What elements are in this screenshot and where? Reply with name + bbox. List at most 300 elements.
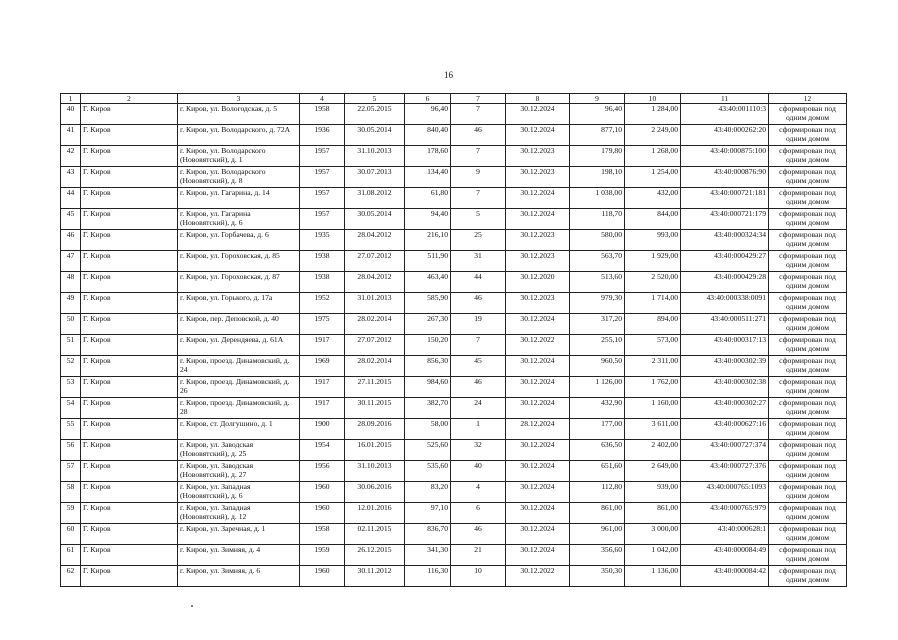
deadline-cell: 30.12.2024 — [506, 482, 570, 503]
deadline-cell: 30.12.2024 — [506, 125, 570, 146]
row-number-cell: 55 — [61, 419, 81, 440]
total-area-cell: 179,80 — [570, 146, 625, 167]
table-row — [61, 461, 847, 482]
residents-cell: 10 — [451, 566, 506, 587]
land-area-cell: 2 520,00 — [625, 272, 681, 293]
cadastral-number-cell: 43:40:000324:34 — [681, 230, 769, 251]
cadastral-number-cell: 43:40:000721:181 — [681, 188, 769, 209]
land-area-cell: 861,00 — [625, 503, 681, 524]
land-area-cell: 894,00 — [625, 314, 681, 335]
cadastral-number-cell: 43:40:000628:1 — [681, 524, 769, 545]
year-built-cell: 1957 — [300, 146, 345, 167]
area-cell: 382,70 — [405, 398, 451, 419]
row-number-cell: 40 — [61, 104, 81, 125]
status-cell: сформирован под одним домом — [769, 482, 847, 503]
total-area-cell: 1 126,00 — [570, 377, 625, 398]
table-row — [61, 188, 847, 209]
year-built-cell: 1956 — [300, 461, 345, 482]
deadline-cell: 30.12.2024 — [506, 356, 570, 377]
table-row — [61, 335, 847, 356]
date-cell: 22.05.2015 — [345, 104, 405, 125]
city-cell: Г. Киров — [81, 146, 178, 167]
status-cell: сформирован под одним домом — [769, 566, 847, 587]
land-area-cell: 1 254,00 — [625, 167, 681, 188]
table-row — [61, 377, 847, 398]
cadastral-number-cell: 43:40:000317:13 — [681, 335, 769, 356]
date-cell: 30.11.2015 — [345, 398, 405, 419]
cadastral-number-cell: 43:40:000765:1093 — [681, 482, 769, 503]
total-area-cell: 651,60 — [570, 461, 625, 482]
column-header-7: 7 — [451, 94, 506, 104]
year-built-cell: 1958 — [300, 524, 345, 545]
land-area-cell: 1 160,00 — [625, 398, 681, 419]
status-cell: сформирован под одним домом — [769, 209, 847, 230]
residents-cell: 9 — [451, 167, 506, 188]
year-built-cell: 1938 — [300, 272, 345, 293]
year-built-cell: 1960 — [300, 566, 345, 587]
cadastral-number-cell: 43:40:000876:90 — [681, 167, 769, 188]
date-cell: 31.10.2013 — [345, 461, 405, 482]
status-cell: сформирован под одним домом — [769, 524, 847, 545]
row-number-cell: 53 — [61, 377, 81, 398]
row-number-cell: 62 — [61, 566, 81, 587]
column-header-2: 2 — [81, 94, 178, 104]
table-row — [61, 356, 847, 377]
column-header-10: 10 — [625, 94, 681, 104]
area-cell: 535,60 — [405, 461, 451, 482]
residents-cell: 40 — [451, 461, 506, 482]
deadline-cell: 30.12.2023 — [506, 167, 570, 188]
land-area-cell: 1 929,00 — [625, 251, 681, 272]
land-area-cell: 3 000,00 — [625, 524, 681, 545]
table-row — [61, 272, 847, 293]
table-row — [61, 482, 847, 503]
residents-cell: 5 — [451, 209, 506, 230]
area-cell: 83,20 — [405, 482, 451, 503]
row-number-cell: 50 — [61, 314, 81, 335]
area-cell: 525,60 — [405, 440, 451, 461]
column-header-11: 11 — [681, 94, 769, 104]
row-number-cell: 41 — [61, 125, 81, 146]
deadline-cell: 30.12.2023 — [506, 251, 570, 272]
city-cell: Г. Киров — [81, 482, 178, 503]
area-cell: 97,10 — [405, 503, 451, 524]
area-cell: 840,40 — [405, 125, 451, 146]
status-cell: сформирован под одним домом — [769, 272, 847, 293]
year-built-cell: 1957 — [300, 209, 345, 230]
date-cell: 30.07.2013 — [345, 167, 405, 188]
status-cell: сформирован под одним домом — [769, 398, 847, 419]
date-cell: 27.11.2015 — [345, 377, 405, 398]
row-number-cell: 48 — [61, 272, 81, 293]
area-cell: 116,30 — [405, 566, 451, 587]
year-built-cell: 1960 — [300, 482, 345, 503]
row-number-cell: 61 — [61, 545, 81, 566]
cadastral-number-cell: 43:40:000302:39 — [681, 356, 769, 377]
column-header-12: 12 — [769, 94, 847, 104]
cadastral-number-cell: 43:40:000627:16 — [681, 419, 769, 440]
land-area-cell: 1 762,00 — [625, 377, 681, 398]
status-cell: сформирован под одним домом — [769, 314, 847, 335]
area-cell: 150,20 — [405, 335, 451, 356]
cadastral-number-cell: 43:40:001110:3 — [681, 104, 769, 125]
deadline-cell: 30.12.2020 — [506, 272, 570, 293]
cadastral-number-cell: 43:40:000262:20 — [681, 125, 769, 146]
address-cell: г. Киров, пер. Деповской, д. 40 — [178, 314, 300, 335]
area-cell: 134,40 — [405, 167, 451, 188]
address-cell: г. Киров, ул. Гороховская, д. 85 — [178, 251, 300, 272]
table-row — [61, 125, 847, 146]
cadastral-number-cell: 43:40:000721:179 — [681, 209, 769, 230]
area-cell: 178,60 — [405, 146, 451, 167]
total-area-cell: 177,00 — [570, 419, 625, 440]
area-cell: 61,80 — [405, 188, 451, 209]
year-built-cell: 1936 — [300, 125, 345, 146]
cadastral-number-cell: 43:40:000727:376 — [681, 461, 769, 482]
city-cell: Г. Киров — [81, 125, 178, 146]
residents-cell: 25 — [451, 230, 506, 251]
row-number-cell: 42 — [61, 146, 81, 167]
address-cell: г. Киров, ул. Горького, д. 17а — [178, 293, 300, 314]
deadline-cell: 30.12.2024 — [506, 104, 570, 125]
column-header-3: 3 — [178, 94, 300, 104]
date-cell: 30.11.2012 — [345, 566, 405, 587]
address-cell: г. Киров, ул. Заречная, д. 1 — [178, 524, 300, 545]
residents-cell: 19 — [451, 314, 506, 335]
area-cell: 463,40 — [405, 272, 451, 293]
residents-cell: 46 — [451, 125, 506, 146]
table-body — [61, 104, 847, 587]
year-built-cell: 1917 — [300, 398, 345, 419]
area-cell: 58,00 — [405, 419, 451, 440]
date-cell: 27.07.2012 — [345, 335, 405, 356]
year-built-cell: 1969 — [300, 356, 345, 377]
total-area-cell: 198,10 — [570, 167, 625, 188]
city-cell: Г. Киров — [81, 167, 178, 188]
table-row — [61, 230, 847, 251]
row-number-cell: 58 — [61, 482, 81, 503]
row-number-cell: 45 — [61, 209, 81, 230]
year-built-cell: 1975 — [300, 314, 345, 335]
deadline-cell: 30.12.2024 — [506, 377, 570, 398]
date-cell: 30.05.2014 — [345, 209, 405, 230]
year-built-cell: 1954 — [300, 440, 345, 461]
year-built-cell: 1917 — [300, 377, 345, 398]
date-cell: 02.11.2015 — [345, 524, 405, 545]
cadastral-number-cell: 43:40:000765:979 — [681, 503, 769, 524]
table-row — [61, 209, 847, 230]
total-area-cell: 960,50 — [570, 356, 625, 377]
table-row — [61, 293, 847, 314]
status-cell: сформирован под одним домом — [769, 146, 847, 167]
status-cell: сформирован под одним домом — [769, 503, 847, 524]
year-built-cell: 1952 — [300, 293, 345, 314]
residents-cell: 46 — [451, 377, 506, 398]
area-cell: 216,10 — [405, 230, 451, 251]
total-area-cell: 979,30 — [570, 293, 625, 314]
address-cell: г. Киров, ул. Володарского (Нововятский), д. 8 — [178, 167, 300, 188]
city-cell: Г. Киров — [81, 209, 178, 230]
total-area-cell: 96,40 — [570, 104, 625, 125]
residents-cell: 44 — [451, 272, 506, 293]
status-cell: сформирован под одним домом — [769, 377, 847, 398]
city-cell: Г. Киров — [81, 503, 178, 524]
land-area-cell: 1 714,00 — [625, 293, 681, 314]
table-row — [61, 524, 847, 545]
cadastral-number-cell: 43:40:000302:27 — [681, 398, 769, 419]
city-cell: Г. Киров — [81, 566, 178, 587]
residents-cell: 7 — [451, 104, 506, 125]
area-cell: 341,30 — [405, 545, 451, 566]
deadline-cell: 30.12.2023 — [506, 230, 570, 251]
land-area-cell: 573,00 — [625, 335, 681, 356]
residents-cell: 45 — [451, 356, 506, 377]
year-built-cell: 1935 — [300, 230, 345, 251]
total-area-cell: 1 038,00 — [570, 188, 625, 209]
row-number-cell: 47 — [61, 251, 81, 272]
city-cell: Г. Киров — [81, 272, 178, 293]
deadline-cell: 30.12.2024 — [506, 440, 570, 461]
total-area-cell: 563,70 — [570, 251, 625, 272]
year-built-cell: 1900 — [300, 419, 345, 440]
date-cell: 26.12.2015 — [345, 545, 405, 566]
year-built-cell: 1959 — [300, 545, 345, 566]
table-row — [61, 314, 847, 335]
status-cell: сформирован под одним домом — [769, 335, 847, 356]
date-cell: 28.02.2014 — [345, 356, 405, 377]
address-cell: г. Киров, проезд. Динамовский, д. 24 — [178, 356, 300, 377]
date-cell: 31.10.2013 — [345, 146, 405, 167]
column-header-1: 1 — [61, 94, 81, 104]
city-cell: Г. Киров — [81, 293, 178, 314]
land-area-cell: 1 042,00 — [625, 545, 681, 566]
deadline-cell: 30.12.2024 — [506, 524, 570, 545]
land-area-cell: 3 611,00 — [625, 419, 681, 440]
year-built-cell: 1957 — [300, 167, 345, 188]
table-row — [61, 545, 847, 566]
city-cell: Г. Киров — [81, 314, 178, 335]
city-cell: Г. Киров — [81, 230, 178, 251]
date-cell: 28.09.2016 — [345, 419, 405, 440]
area-cell: 984,60 — [405, 377, 451, 398]
row-number-cell: 51 — [61, 335, 81, 356]
area-cell: 856,30 — [405, 356, 451, 377]
residents-cell: 32 — [451, 440, 506, 461]
column-header-6: 6 — [405, 94, 451, 104]
land-area-cell: 2 311,00 — [625, 356, 681, 377]
year-built-cell: 1960 — [300, 503, 345, 524]
column-header-9: 9 — [570, 94, 625, 104]
city-cell: Г. Киров — [81, 377, 178, 398]
residents-cell: 4 — [451, 482, 506, 503]
table-row — [61, 104, 847, 125]
total-area-cell: 432,90 — [570, 398, 625, 419]
cadastral-number-cell: 43:40:000429:28 — [681, 272, 769, 293]
cadastral-number-cell: 43:40:000429:27 — [681, 251, 769, 272]
row-number-cell: 54 — [61, 398, 81, 419]
city-cell: Г. Киров — [81, 398, 178, 419]
table-row — [61, 503, 847, 524]
city-cell: Г. Киров — [81, 440, 178, 461]
status-cell: сформирован под одним домом — [769, 356, 847, 377]
city-cell: Г. Киров — [81, 461, 178, 482]
date-cell: 28.04.2012 — [345, 230, 405, 251]
row-number-cell: 52 — [61, 356, 81, 377]
page-number: 16 — [444, 70, 453, 80]
land-area-cell: 1 136,00 — [625, 566, 681, 587]
residents-cell: 7 — [451, 335, 506, 356]
address-cell: г. Киров, проезд. Динамовский, д. 28 — [178, 398, 300, 419]
city-cell: Г. Киров — [81, 335, 178, 356]
deadline-cell: 30.12.2024 — [506, 461, 570, 482]
status-cell: сформирован под одним домом — [769, 545, 847, 566]
cadastral-number-cell: 43:40:000084:49 — [681, 545, 769, 566]
row-number-cell: 46 — [61, 230, 81, 251]
area-cell: 96,40 — [405, 104, 451, 125]
column-header-5: 5 — [345, 94, 405, 104]
city-cell: Г. Киров — [81, 104, 178, 125]
row-number-cell: 57 — [61, 461, 81, 482]
date-cell: 27.07.2012 — [345, 251, 405, 272]
status-cell: сформирован под одним домом — [769, 419, 847, 440]
address-cell: г. Киров, ул. Западная (Нововятский), д. 6 — [178, 482, 300, 503]
cadastral-number-cell: 43:40:000727:374 — [681, 440, 769, 461]
address-cell: г. Киров, ст. Долгушино, д. 1 — [178, 419, 300, 440]
row-number-cell: 44 — [61, 188, 81, 209]
table-row — [61, 146, 847, 167]
table-row — [61, 398, 847, 419]
deadline-cell: 30.12.2023 — [506, 146, 570, 167]
residents-cell: 46 — [451, 293, 506, 314]
address-cell: г. Киров, ул. Заводская (Нововятский), д. 27 — [178, 461, 300, 482]
cadastral-number-cell: 43:40:000875:100 — [681, 146, 769, 167]
residents-cell: 7 — [451, 146, 506, 167]
city-cell: Г. Киров — [81, 251, 178, 272]
year-built-cell: 1938 — [300, 251, 345, 272]
total-area-cell: 118,70 — [570, 209, 625, 230]
land-area-cell: 2 249,00 — [625, 125, 681, 146]
area-cell: 511,90 — [405, 251, 451, 272]
row-number-cell: 49 — [61, 293, 81, 314]
date-cell: 31.08.2012 — [345, 188, 405, 209]
header-row — [61, 94, 847, 104]
total-area-cell: 580,00 — [570, 230, 625, 251]
land-area-cell: 1 268,00 — [625, 146, 681, 167]
total-area-cell: 356,60 — [570, 545, 625, 566]
table-row — [61, 167, 847, 188]
deadline-cell: 30.12.2022 — [506, 335, 570, 356]
date-cell: 12.01.2016 — [345, 503, 405, 524]
address-cell: г. Киров, ул. Вологодская, д. 5 — [178, 104, 300, 125]
date-cell: 16.01.2015 — [345, 440, 405, 461]
table-row — [61, 566, 847, 587]
table-row — [61, 419, 847, 440]
total-area-cell: 513,60 — [570, 272, 625, 293]
land-area-cell: 844,00 — [625, 209, 681, 230]
column-header-8: 8 — [506, 94, 570, 104]
row-number-cell: 59 — [61, 503, 81, 524]
deadline-cell: 30.12.2022 — [506, 566, 570, 587]
deadline-cell: 30.12.2024 — [506, 545, 570, 566]
residents-cell: 24 — [451, 398, 506, 419]
address-cell: г. Киров, ул. Зимняя, д. 6 — [178, 566, 300, 587]
status-cell: сформирован под одним домом — [769, 440, 847, 461]
land-area-cell: 432,00 — [625, 188, 681, 209]
date-cell: 28.02.2014 — [345, 314, 405, 335]
year-built-cell: 1917 — [300, 335, 345, 356]
area-cell: 585,90 — [405, 293, 451, 314]
area-cell: 836,70 — [405, 524, 451, 545]
deadline-cell: 30.12.2024 — [506, 503, 570, 524]
deadline-cell: 28.12.2024 — [506, 419, 570, 440]
year-built-cell: 1957 — [300, 188, 345, 209]
registry-table — [60, 93, 847, 587]
address-cell: г. Киров, проезд. Динамовский, д. 26 — [178, 377, 300, 398]
address-cell: г. Киров, ул. Дерендяева, д. 61А — [178, 335, 300, 356]
deadline-cell: 30.12.2024 — [506, 398, 570, 419]
city-cell: Г. Киров — [81, 356, 178, 377]
date-cell: 30.06.2016 — [345, 482, 405, 503]
cadastral-number-cell: 43:40:000511:271 — [681, 314, 769, 335]
address-cell: г. Киров, ул. Гагарина, д. 14 — [178, 188, 300, 209]
address-cell: г. Киров, ул. Гагарина (Нововятский), д. 6 — [178, 209, 300, 230]
date-cell: 31.01.2013 — [345, 293, 405, 314]
deadline-cell: 30.12.2023 — [506, 293, 570, 314]
land-area-cell: 2 402,00 — [625, 440, 681, 461]
land-area-cell: 2 649,00 — [625, 461, 681, 482]
residents-cell: 6 — [451, 503, 506, 524]
city-cell: Г. Киров — [81, 419, 178, 440]
land-area-cell: 939,00 — [625, 482, 681, 503]
date-cell: 30.05.2014 — [345, 125, 405, 146]
land-area-cell: 1 284,00 — [625, 104, 681, 125]
table-row — [61, 251, 847, 272]
date-cell: 28.04.2012 — [345, 272, 405, 293]
total-area-cell: 112,80 — [570, 482, 625, 503]
row-number-cell: 43 — [61, 167, 81, 188]
row-number-cell: 60 — [61, 524, 81, 545]
address-cell: г. Киров, ул. Володарского (Нововятский), д. 1 — [178, 146, 300, 167]
table-row — [61, 440, 847, 461]
column-header-4: 4 — [300, 94, 345, 104]
land-area-cell: 993,00 — [625, 230, 681, 251]
address-cell: г. Киров, ул. Горбачева, д. 6 — [178, 230, 300, 251]
status-cell: сформирован под одним домом — [769, 167, 847, 188]
cadastral-number-cell: 43:40:000338:0091 — [681, 293, 769, 314]
scan-speck — [191, 605, 193, 607]
address-cell: г. Киров, ул. Володарского, д. 72А — [178, 125, 300, 146]
deadline-cell: 30.12.2024 — [506, 314, 570, 335]
total-area-cell: 861,00 — [570, 503, 625, 524]
year-built-cell: 1958 — [300, 104, 345, 125]
row-number-cell: 56 — [61, 440, 81, 461]
total-area-cell: 877,10 — [570, 125, 625, 146]
status-cell: сформирован под одним домом — [769, 461, 847, 482]
deadline-cell: 30.12.2024 — [506, 209, 570, 230]
total-area-cell: 317,20 — [570, 314, 625, 335]
table-header — [61, 94, 847, 104]
residents-cell: 7 — [451, 188, 506, 209]
city-cell: Г. Киров — [81, 188, 178, 209]
status-cell: сформирован под одним домом — [769, 188, 847, 209]
total-area-cell: 255,10 — [570, 335, 625, 356]
total-area-cell: 961,00 — [570, 524, 625, 545]
address-cell: г. Киров, ул. Западная (Нововятский), д. 12 — [178, 503, 300, 524]
status-cell: сформирован под одним домом — [769, 125, 847, 146]
residents-cell: 31 — [451, 251, 506, 272]
residents-cell: 21 — [451, 545, 506, 566]
status-cell: сформирован под одним домом — [769, 230, 847, 251]
